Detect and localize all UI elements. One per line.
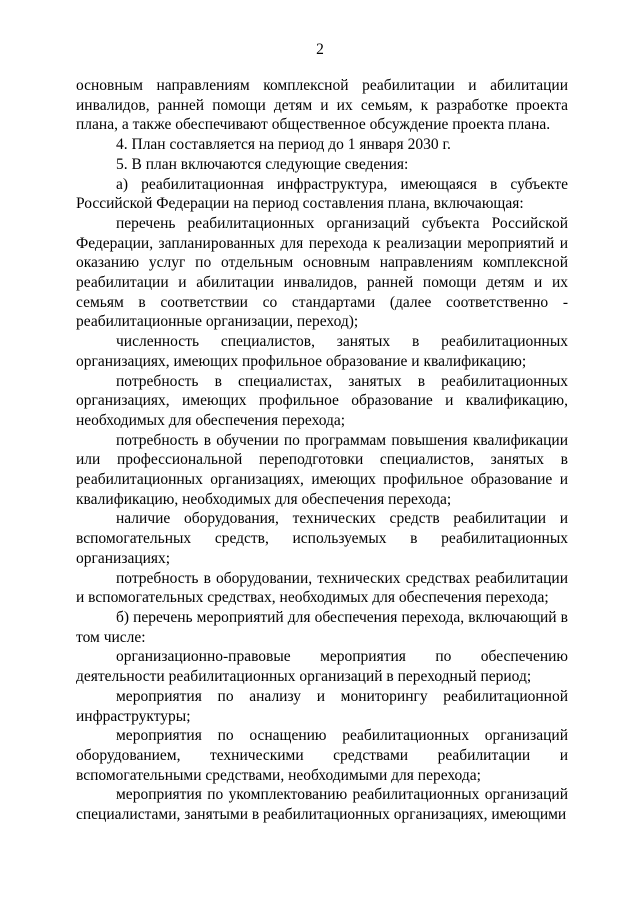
paragraph: мероприятия по анализу и мониторингу реабилитационной инфраструктуры; bbox=[76, 687, 568, 725]
paragraph: б) перечень мероприятий для обеспечения перехода, включающий в том числе: bbox=[76, 608, 568, 646]
paragraph: организационно-правовые мероприятия по обеспечению деятельности реабилитационных организаций в переходный период; bbox=[76, 648, 568, 686]
document-body bbox=[76, 76, 568, 825]
paragraph: потребность в специалистах, занятых в реабилитационных организациях, имеющих профильное образование и квалификацию, необходимых для обеспечения перехода; bbox=[76, 372, 568, 429]
paragraph: наличие оборудования, технических средств реабилитации и вспомогательных средств, используемых в реабилитационных организациях; bbox=[76, 510, 568, 567]
paragraph: перечень реабилитационных организаций субъекта Российской Федерации, запланированных для перехода к реализации мероприятий и оказанию услуг по отдельным основным направлениям комплексной реабилитации и абилитации инвалидов, ранней помощи детям и их семьям в соответствии со стандартами (далее соответственно - реабилитационные организации, переход); bbox=[76, 214, 568, 331]
paragraph: 5. В план включаются следующие сведения: bbox=[116, 155, 409, 173]
paragraph: мероприятия по оснащению реабилитационных организаций оборудованием, техническими средствами реабилитации и вспомогательными средствами, необходимыми для перехода; bbox=[76, 727, 568, 784]
paragraph: 4. План составляется на период до 1 января 2030 г. bbox=[116, 136, 451, 154]
paragraph: численность специалистов, занятых в реабилитационных организациях, имеющих профильное образование и квалификацию; bbox=[76, 333, 568, 370]
paragraph: а) реабилитационная инфраструктура, имеющаяся в субъекте Российской Федерации на период составления плана, включающая: bbox=[76, 175, 568, 213]
paragraph: мероприятия по укомплектованию реабилитационных организаций специалистами, занятыми в реабилитационных организациях, имеющими bbox=[76, 786, 568, 824]
page-number: 2 bbox=[316, 41, 324, 58]
paragraph: потребность в обучении по программам повышения квалификации или профессиональной переподготовки специалистов, занятых в реабилитационных организациях, имеющих профильное образование и квалификацию, необходимых для обеспечения перехода; bbox=[76, 431, 568, 508]
paragraph: потребность в оборудовании, технических средствах реабилитации и вспомогательных средствах, необходимых для обеспечения перехода; bbox=[76, 569, 568, 607]
paragraph: основным направлениям комплексной реабилитации и абилитации инвалидов, ранней помощи детям и их семьям, к разработке проекта плана, а также обеспечивают общественное обсуждение проекта плана. bbox=[76, 77, 568, 134]
